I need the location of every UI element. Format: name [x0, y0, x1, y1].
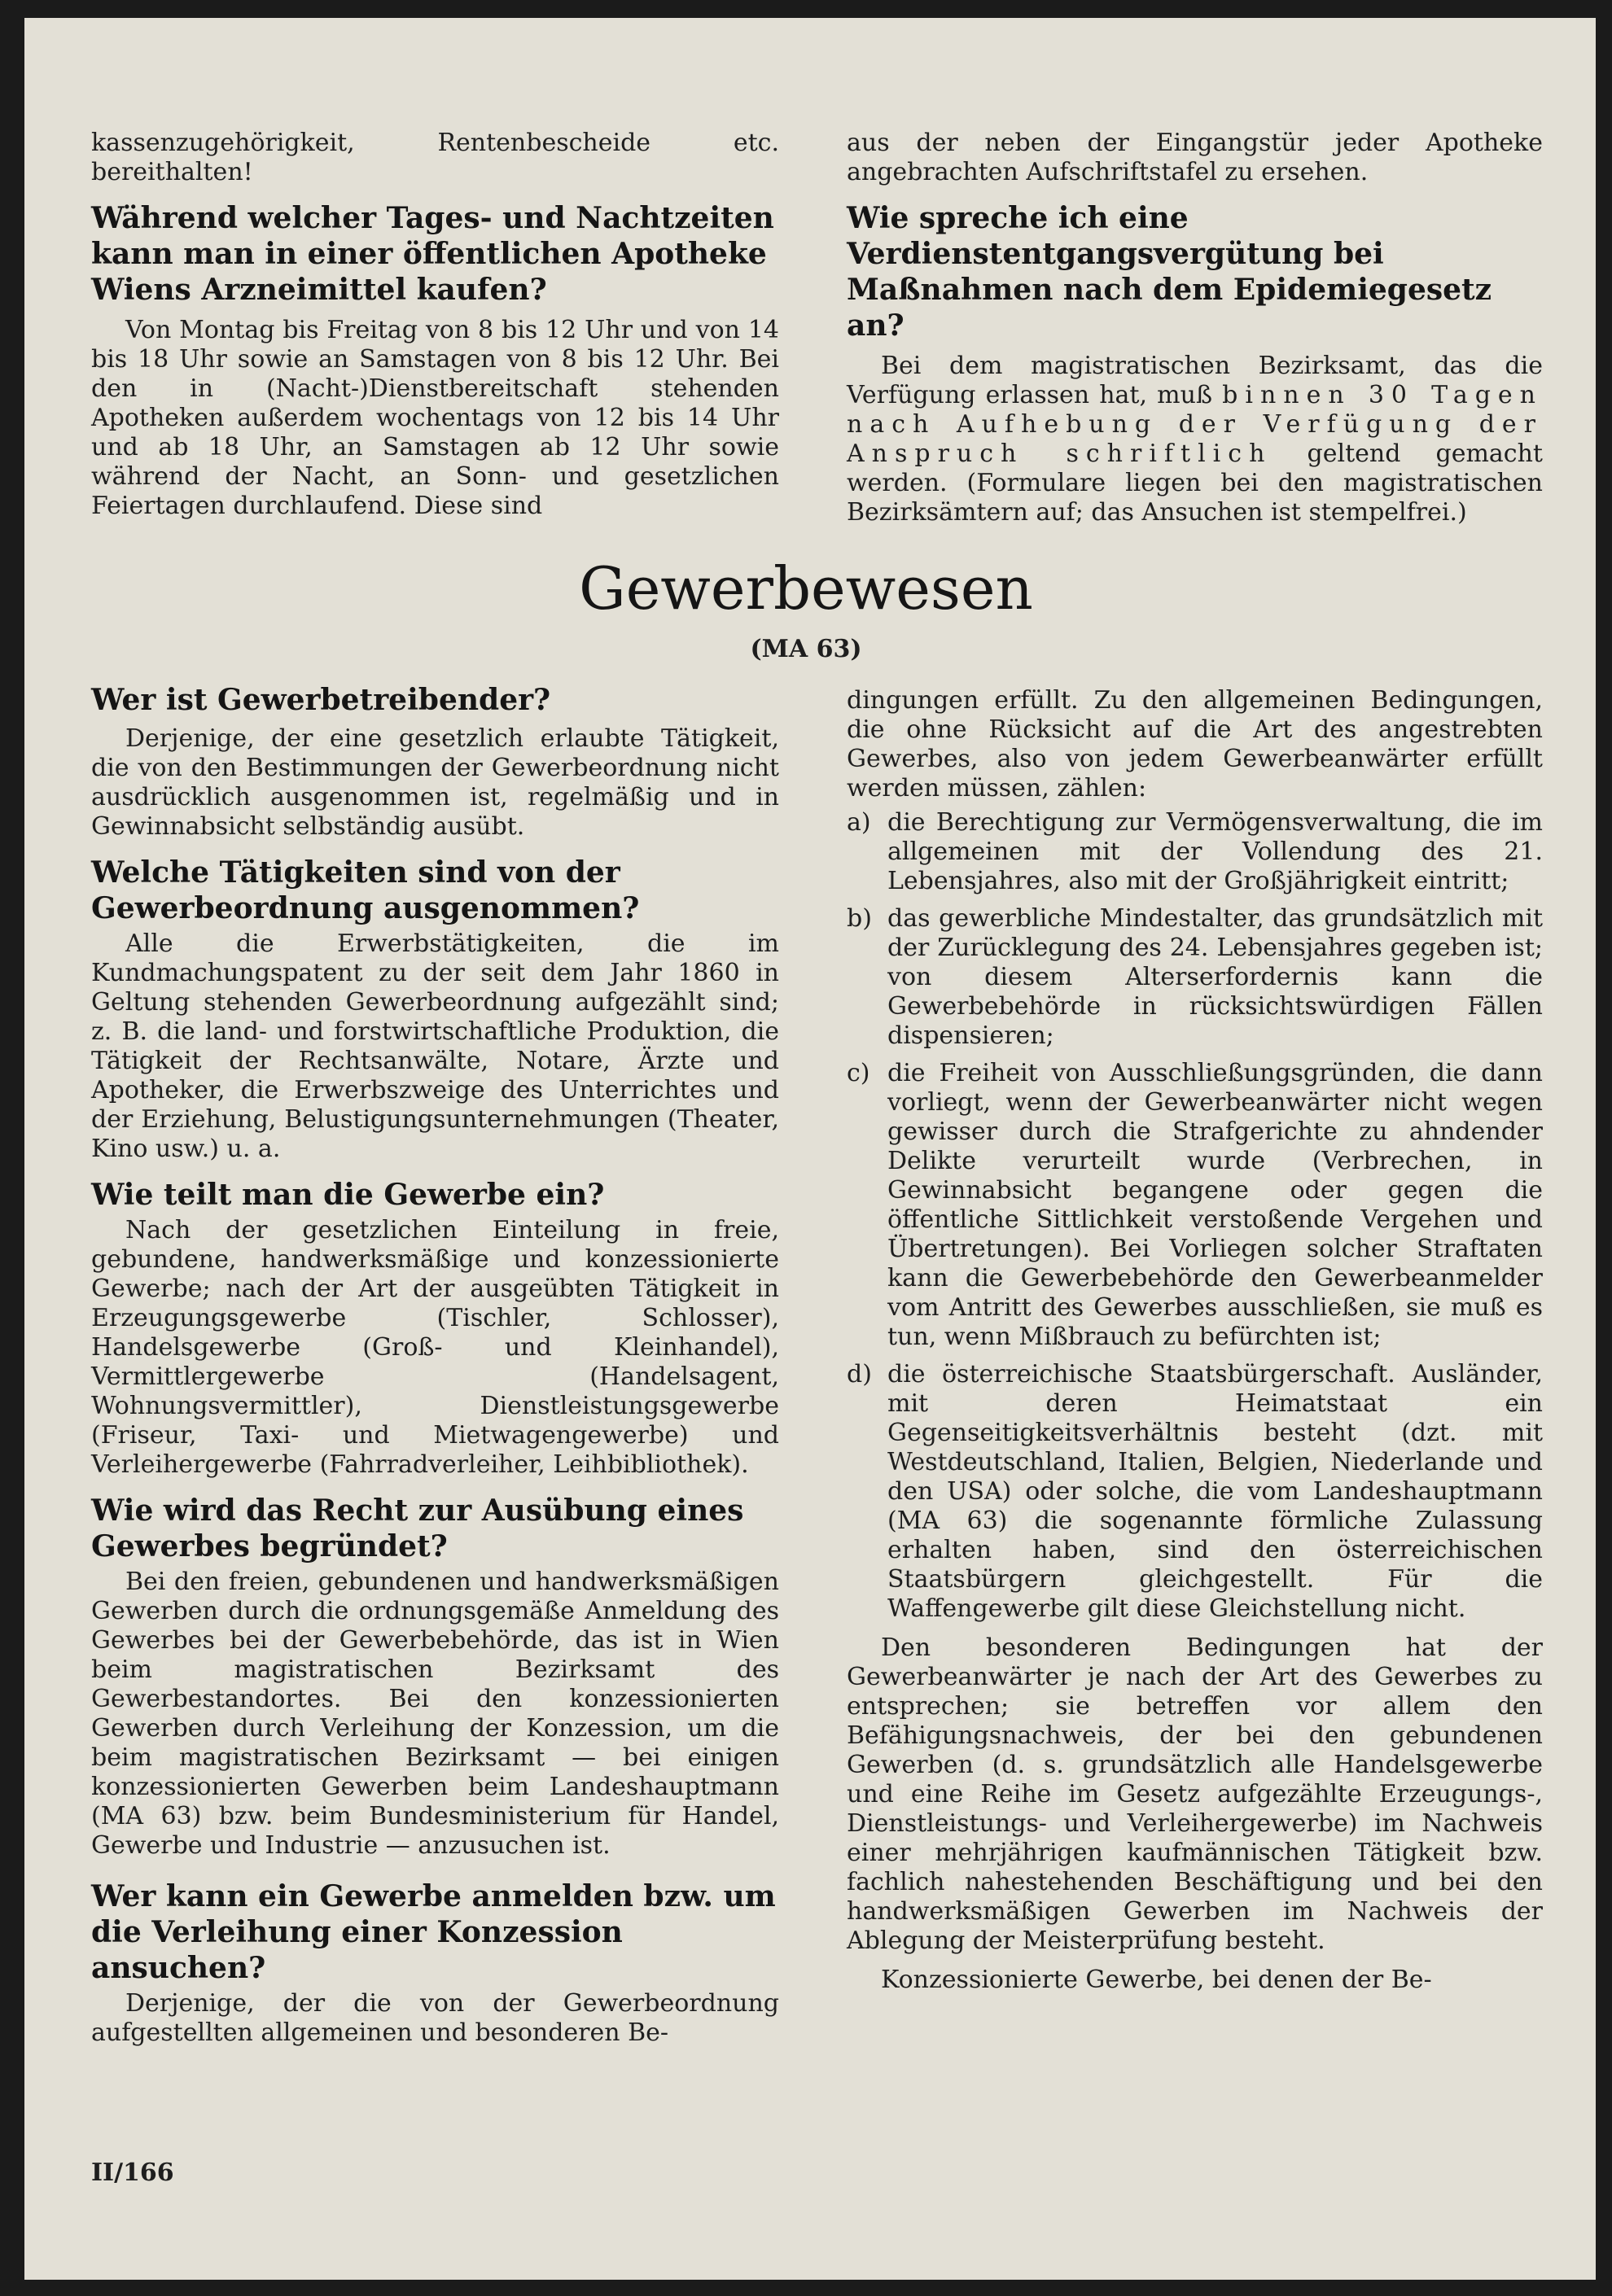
main-left-column	[91, 682, 779, 2048]
paragraph-who-is-tradesman: Derjenige, der eine gesetzlich erlaubte Tätigkeit, die von den Bestimmungen der Gewerbeordnung nicht ausdrücklich ausgenommen ist, regelmäßig und in Gewinnabsicht selbständig ausübt.	[91, 724, 779, 841]
paragraph-general-conditions: dingungen erfüllt. Zu den allgemeinen Bedingungen, die ohne Rücksicht auf die Art des angestrebten Gewerbes, also von jedem Gewerbeanwärter erfüllt werden müssen, zählen:	[847, 686, 1543, 803]
conditions-list	[847, 808, 1543, 1624]
heading-exempt-activities: Welche Tätigkeiten sind von der Gewerbeordnung ausgenommen?	[91, 855, 640, 925]
list-item-text: die Freiheit von Ausschließungsgründen, die dann vorliegt, wenn der Gewerbeanwärter nicht wegen gewisser durch die Strafgerichte zu ahndender Delikte verurteilt wurde (Verbrechen, in Gewinnabsicht begangene oder gegen die öffentliche Sittlichkeit verstoßende Vergehen und Übertretungen). Bei Vorliegen solcher Straftaten kann die Gewerbebehörde den Gewerbeanmelder vom Antritt des Gewerbes ausschließen, sie muß es tun, wenn Mißbrauch zu befürchten ist;	[887, 1059, 1543, 1351]
paragraph-continuation: aus der neben der Eingangstür jeder Apotheke angebrachten Aufschriftstafel zu ersehen.	[847, 129, 1543, 186]
paragraph-special-conditions: Den besonderen Bedingungen hat der Gewerbeanwärter je nach der Art des Gewerbes zu entsprechen; sie betreffen vor allem den Befähigungsnachweis, der bei den gebundenen Gewerben (d. s. grundsätzlich alle Handelsgewerbe und eine Reihe im Gesetz aufgezählte Erzeugungs-, Dienstleistungs- und Verleihergewerbe) im Nachweis einer mehrjährigen kaufmännischen Tätigkeit bzw. fachlich nahestehenden Beschäftigung und bei den handwerksmäßigen Gewerben im Nachweis der Ablegung der Meisterprüfung besteht.	[847, 1633, 1543, 1955]
paragraph-trade-right: Bei den freien, gebundenen und handwerksmäßigen Gewerben durch die ordnungsgemäße Anmeldung des Gewerbes bei der Gewerbebehörde, das ist in Wien beim magistratischen Bezirksamt des Gewerbestandortes. Bei den konzessionierten Gewerben durch Verleihung der Konzession, um die beim magistratischen Bezirksamt — bei einigen konzessionierten Gewerben beim Landeshauptmann (MA 63) bzw. beim Bundesministerium für Handel, Gewerbe und Industrie — anzusuchen ist.	[91, 1568, 779, 1860]
text-part: Bei dem magistratischen Bezirksamt, das die Verfügung erlassen hat, muß	[847, 352, 1543, 409]
list-item	[847, 1059, 1543, 1352]
heading-epidemic-compensation: Wie spreche ich eine Verdienstentgangsvergütung bei Maßnahmen nach dem Epidemiegesetz an?	[847, 201, 1492, 343]
paragraph-trade-classification: Nach der gesetzlichen Einteilung in freie, gebundene, handwerksmäßige und konzessionierte Gewerbe; nach der Art der ausgeübten Tätigkeit in Erzeugungsgewerbe (Tischler, Schlosser), Handelsgewerbe (Groß- und Kleinhandel), Vermittlergewerbe (Handelsagent, Wohnungsvermittler), Dienstleistungsgewerbe (Friseur, Taxi- und Mietwagengewerbe) und Verleihergewerbe (Fahrradverleiher, Leihbibliothek).	[91, 1216, 779, 1479]
top-left-column	[91, 129, 779, 521]
list-item-text: die Berechtigung zur Vermögensverwaltung, die im allgemeinen mit der Vollendung des 21. Lebensjahres, also mit der Großjährigkeit eintritt;	[887, 808, 1543, 895]
heading-who-is-tradesman: Wer ist Gewerbetreibender?	[91, 683, 551, 717]
paragraph-pharmacy-hours: Von Montag bis Freitag von 8 bis 12 Uhr und von 14 bis 18 Uhr sowie an Samstagen von 8 bis 12 Uhr. Bei den in (Nacht-)Dienstbereitschaft stehenden Apotheken außerdem wochentags von 12 bis 14 Uhr und ab 18 Uhr, an Samstagen ab 12 Uhr sowie während der Nacht, an Sonn- und gesetzlichen Feiertagen durchlaufend. Diese sind	[91, 316, 779, 520]
list-marker: c)	[847, 1059, 870, 1087]
text-part: geltend gemacht werden. (Formulare liegen bei den magistratischen Bezirksämtern auf; das Ansuchen ist stempelfrei.)	[847, 440, 1543, 527]
list-item	[847, 1360, 1543, 1624]
paragraph-continuation: kassenzugehörigkeit, Rentenbescheide etc. bereithalten!	[91, 129, 779, 186]
list-item	[847, 808, 1543, 896]
main-right-column	[847, 686, 1543, 1995]
list-marker: d)	[847, 1360, 872, 1389]
paragraph-exempt-activities: Alle die Erwerbstätigkeiten, die im Kundmachungspatent zu der seit dem Jahr 1860 in Geltung stehenden Gewerbeordnung aufgezählt sind; z. B. die land- und forstwirtschaftliche Produktion, die Tätigkeit der Rechtsanwälte, Notare, Ärzte und Apotheker, die Erwerbszweige des Unterrichtes und der Erziehung, Belustigungsunternehmungen (Theater, Kino usw.) u. a.	[91, 929, 779, 1163]
page-number: II/166	[91, 2158, 174, 2187]
heading-trade-classification: Wie teilt man die Gewerbe ein?	[91, 1178, 605, 1212]
heading-pharmacy-hours: Während welcher Tages- und Nachtzeiten kann man in einer öffentlichen Apotheke Wiens Arzneimittel kaufen?	[91, 201, 774, 307]
list-marker: a)	[847, 808, 871, 837]
heading-who-can-register: Wer kann ein Gewerbe anmelden bzw. um die Verleihung einer Konzession ansuchen?	[91, 1879, 776, 1985]
list-item-text: die österreichische Staatsbürgerschaft. Ausländer, mit deren Heimatstaat ein Gegenseitigkeitsverhältnis besteht (dzt. mit Westdeutschland, Italien, Belgien, Niederlande und den USA) oder solche, die vom Landeshauptmann (MA 63) die sogenannte förmliche Zulassung erhalten haben, sind den österreichischen Staatsbürgern gleichgestellt. Für die Waffengewerbe gilt diese Gleichstellung nicht.	[887, 1360, 1543, 1623]
section-title: Gewerbewesen	[579, 554, 1033, 623]
paragraph-licensed-trades: Konzessionierte Gewerbe, bei denen der Be-	[881, 1966, 1432, 1994]
list-marker: b)	[847, 904, 872, 933]
list-item	[847, 904, 1543, 1051]
paragraph-epidemic-compensation	[847, 352, 1543, 527]
heading-trade-right: Wie wird das Recht zur Ausübung eines Gewerbes begründet?	[91, 1493, 744, 1563]
list-item-text: das gewerbliche Mindestalter, das grundsätzlich mit der Zurücklegung des 24. Lebensjahres gegeben ist; von diesem Alterserfordernis kann die Gewerbebehörde in rücksichtswürdigen Fällen dispensieren;	[887, 904, 1543, 1050]
top-right-column	[847, 129, 1543, 527]
paragraph-who-can-register: Derjenige, der die von der Gewerbeordnung aufgestellten allgemeinen und besonderen Be-	[91, 1989, 779, 2047]
section-subtitle: (MA 63)	[750, 635, 862, 663]
emphasized-text: binnen 30 Tagen nach Aufhebung der Verfügung der Anspruch schriftlich	[847, 381, 1543, 468]
